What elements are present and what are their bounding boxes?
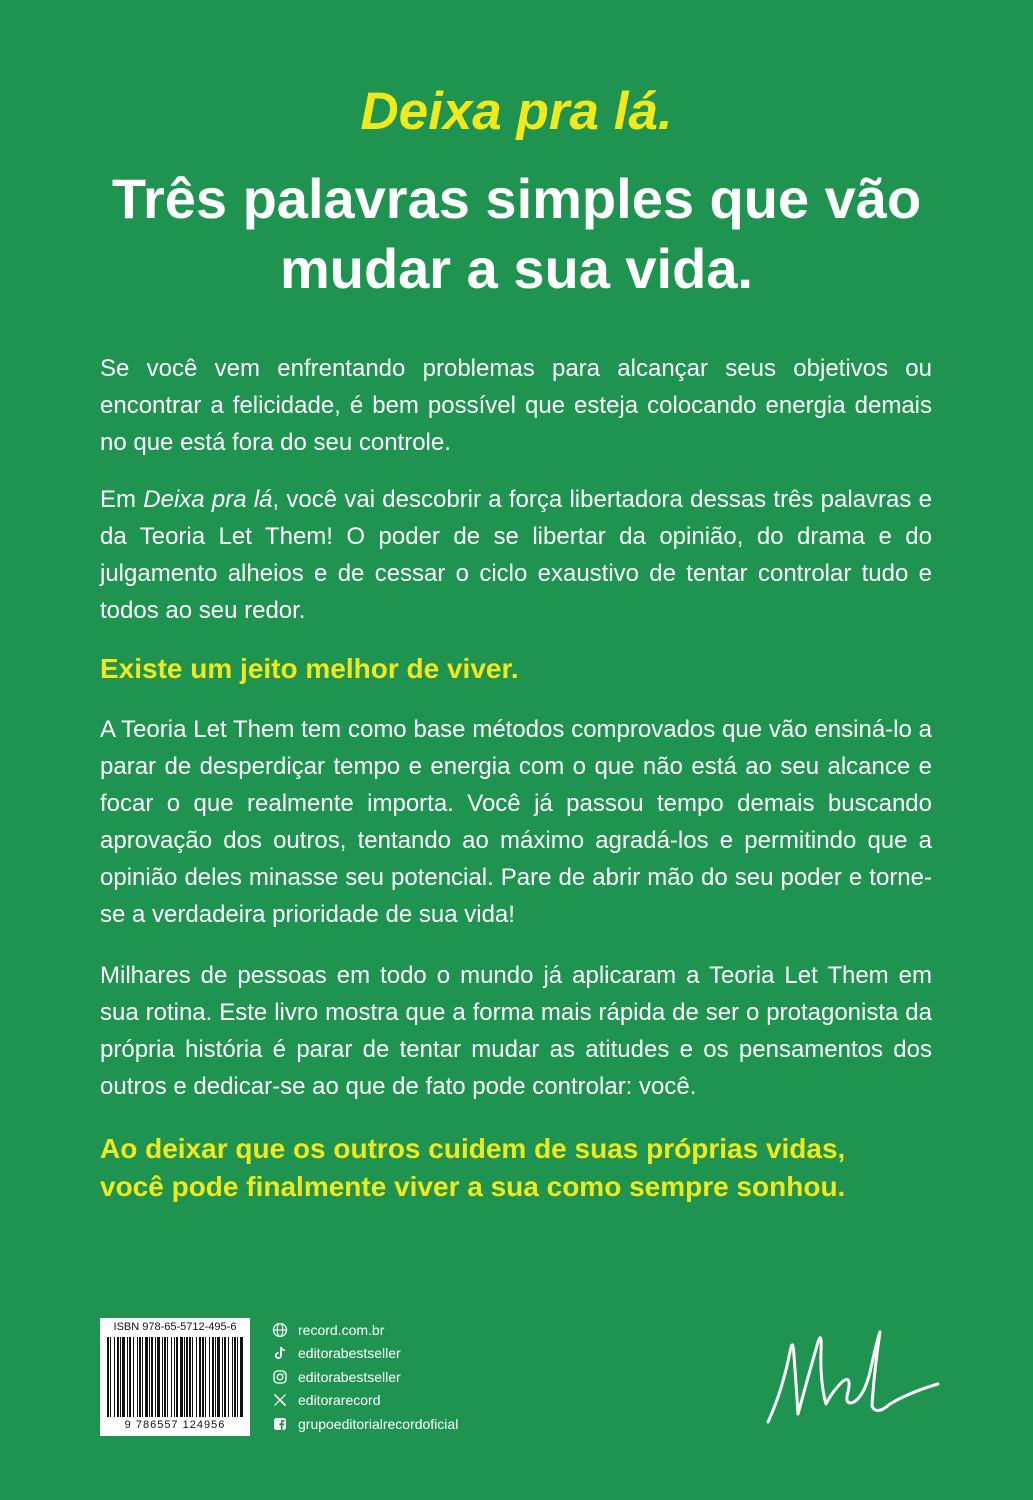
barcode-bar <box>151 1337 153 1417</box>
barcode-bar <box>192 1337 193 1417</box>
paragraph-3: A Teoria Let Them tem como base métodos comprovados que vão ensiná-lo a parar de desperdiçar tempo e energia com o que não está ao seu alcance e focar o que realmente importa. Você já passou tempo demais buscando aprovação dos outros, tentando ao máximo agradá-los e permitindo que a opinião deles minasse seu potencial. Pare de abrir mão do seu poder e torne-se a verdadeira prioridade de sua vida! <box>100 716 932 928</box>
paragraph-1: Se você vem enfrentando problemas para alcançar seus objetivos ou encontrar a felicidade, é bem possível que esteja colocando energia demais no que está fora do seu controle. <box>100 355 932 456</box>
barcode-bar <box>212 1337 214 1417</box>
paragraph-2-prefix: Em <box>100 486 144 513</box>
barcode-bar <box>142 1337 143 1417</box>
headline-line-1: Três palavras simples que vão <box>111 167 922 230</box>
barcode-bar <box>228 1337 229 1417</box>
social-item-x[interactable] <box>272 1389 512 1413</box>
barcode-bar <box>202 1337 204 1417</box>
barcode-bar <box>133 1337 134 1417</box>
social-label: grupoeditorialrecordoficial <box>298 1415 459 1432</box>
barcode-bar <box>145 1337 148 1417</box>
barcode-bar <box>199 1337 201 1417</box>
highlight-2 <box>100 1130 940 1206</box>
paragraph-2 <box>100 481 932 629</box>
social-label: record.com.br <box>298 1321 385 1338</box>
globe-icon <box>272 1322 288 1338</box>
barcode-bar <box>129 1337 131 1417</box>
barcode-bar <box>240 1337 243 1417</box>
barcode-bar <box>117 1337 119 1417</box>
barcode-bar <box>217 1337 220 1417</box>
headline-line-2: mudar a sua vida. <box>279 237 754 300</box>
social-item-website[interactable] <box>272 1318 512 1342</box>
isbn-label: ISBN 978-65-5712-495-6 <box>113 1321 237 1333</box>
barcode-bar <box>184 1337 185 1417</box>
social-label: editorabestseller <box>298 1345 401 1362</box>
instagram-icon <box>272 1369 288 1385</box>
barcode-bar <box>114 1337 115 1417</box>
highlight-2-line-1: Ao deixar que os outros cuidem de suas próprias vidas, <box>100 1133 846 1164</box>
facebook-icon <box>272 1416 288 1432</box>
barcode-bar <box>237 1337 238 1417</box>
social-item-instagram[interactable] <box>272 1365 512 1389</box>
barcode-bar <box>107 1337 109 1417</box>
barcode-bar <box>215 1337 216 1417</box>
paragraph-4: Milhares de pessoas em todo o mundo já aplicaram a Teoria Let Them em sua rotina. Este livro mostra que a forma mais rápida de ser o protagonista da própria história é parar de tentar mudar as atitudes e os pensamentos dos outros e dedicar-se ao que de fato pode controlar: você. <box>100 962 932 1100</box>
barcode-bar <box>234 1337 236 1417</box>
tiktok-icon <box>272 1345 288 1361</box>
barcode-bar <box>110 1337 111 1417</box>
x-icon <box>272 1392 288 1408</box>
highlight-2-line-2: você pode finalmente viver a sua como sempre sonhou. <box>100 1171 846 1202</box>
headline <box>60 164 973 304</box>
highlight-1: Existe um jeito melhor de viver. <box>100 653 519 684</box>
book-title-inline: Deixa pra lá <box>143 486 273 513</box>
social-item-tiktok[interactable] <box>272 1342 512 1366</box>
barcode-bar <box>209 1337 210 1417</box>
social-links <box>272 1318 512 1436</box>
barcode-bars <box>105 1337 245 1419</box>
barcode-bar <box>149 1337 150 1417</box>
barcode-bar <box>196 1337 197 1417</box>
author-signature <box>760 1322 945 1432</box>
barcode-bar <box>174 1337 175 1417</box>
barcode-bar <box>189 1337 191 1417</box>
social-label: editorabestseller <box>298 1368 401 1385</box>
barcode-bar <box>232 1337 233 1417</box>
barcode-bar <box>162 1337 163 1417</box>
barcode-digits: 9 786557 124956 <box>124 1419 226 1431</box>
barcode-bar <box>122 1337 125 1417</box>
barcode-bar <box>186 1337 188 1417</box>
barcode-bar <box>120 1337 121 1417</box>
kicker-title: Deixa pra lá. <box>360 82 673 141</box>
barcode-bar <box>167 1337 168 1417</box>
barcode-bar <box>127 1337 128 1417</box>
barcode-bar <box>205 1337 206 1417</box>
barcode-bar <box>164 1337 166 1417</box>
social-label: editorarecord <box>298 1392 381 1409</box>
social-item-facebook[interactable] <box>272 1412 512 1436</box>
barcode-bar <box>155 1337 156 1417</box>
barcode <box>100 1318 250 1436</box>
barcode-bar <box>180 1337 183 1417</box>
paragraph-2-rest: , você vai descobrir a força libertadora dessas três palavras e da Teoria Let Them! O poder de se libertar da opinião, do drama e do julgamento alheios e de cessar o ciclo exaustivo de tentar controlar tudo e todos ao seu redor. <box>100 486 933 624</box>
barcode-bar <box>139 1337 141 1417</box>
barcode-bar <box>137 1337 138 1417</box>
barcode-bar <box>224 1337 226 1417</box>
barcode-bar <box>176 1337 178 1417</box>
barcode-bar <box>171 1337 172 1417</box>
barcode-bar <box>157 1337 160 1417</box>
barcode-bar <box>222 1337 223 1417</box>
